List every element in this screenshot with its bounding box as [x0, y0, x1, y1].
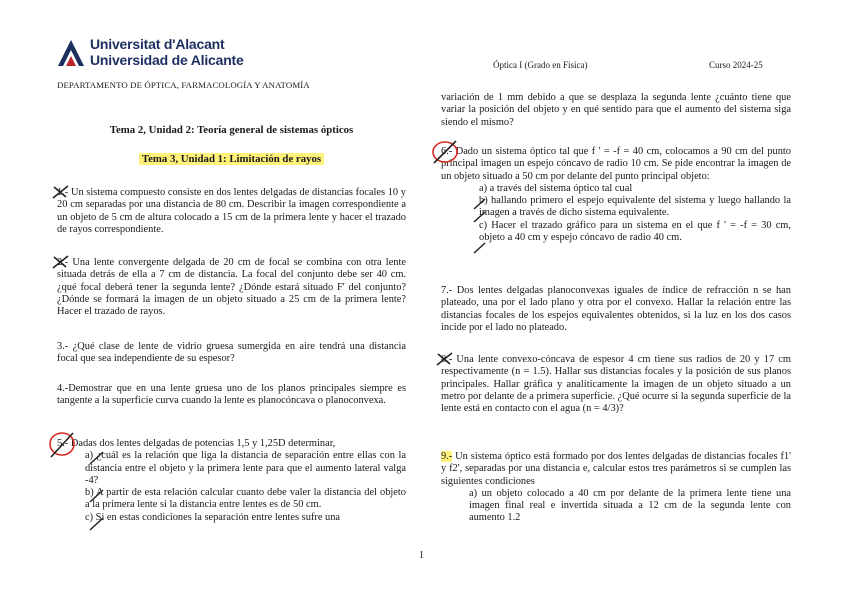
problem-5c: c) Si en estas condiciones la separación entre lentes sufre una [85, 511, 341, 523]
problem-3 [57, 341, 406, 366]
problem-5b: b) A partir de esta relación calcular cuanto debe valer la distancia del objeto a la primera lente si la distancia entre lentes es de 50 cm. [85, 487, 406, 511]
problem-4-text: 4.-Demostrar que en una lente gruesa uno de los planos principales siempre es tangente a la superficie curva cuando la lente es planocóncava o planoconvexa. [57, 383, 406, 407]
problem-9 [441, 451, 791, 525]
problem-6 [441, 146, 791, 244]
problem-2-text: Una lente convergente delgada de 20 cm de focal se combina con otra lente situada detrás de ella a 7 cm de distancia. La focal del conjunto debe ser 40 cm. ¿qué focal deberá tener la segunda lente? ¿Dónde estará situado F' del conjunto?¿Dónde se formará la imagen de un objeto situado a 25 cm de la primera lente? Hacer el trazado de rayos. [57, 257, 406, 318]
problem-5-text: Dadas dos lentes delgadas de potencias 1,5 y 1,25D determinar, [68, 438, 336, 449]
problem-1 [57, 187, 406, 236]
problem-4 [57, 383, 406, 408]
university-name-valencian: Universitat d'Alacant [90, 36, 225, 52]
university-name-spanish: Universidad de Alicante [90, 52, 244, 68]
university-logo [56, 36, 244, 72]
problem-8 [441, 354, 791, 415]
problem-5 [57, 438, 406, 524]
problem-6-text: Dado un sistema óptico tal que f ' = -f = 40 cm, colocamos a 90 cm del punto principal imagen un espejo cóncavo de radio 10 cm. Se pide encontrar la imagen de un objeto situado a 50 cm por delante del punto principal objeto: [441, 146, 791, 182]
problem-1-text: Un sistema compuesto consiste en dos lentes delgadas de distancias focales 10 y 20 cm separadas por una distancia de 80 cm. Describir la imagen correspondiente a un objeto de 5 cm de altura colocado a 15 cm de la primera lente y hacer el trazado de rayos correspondiente. [57, 187, 406, 235]
problem-7 [441, 285, 791, 334]
problem-6c: c) Hacer el trazado gráfico para un sistema en el que f ' = -f = 30 cm, objeto a 40 cm y espejo cóncavo de radio 40 cm. [479, 219, 791, 244]
department-name: DEPARTAMENTO DE ÓPTICA, FARMACOLOGÍA Y ANATOMÍA [57, 80, 310, 90]
course-year: Curso 2024-25 [709, 60, 763, 70]
highlighted-title [57, 153, 406, 165]
page-number: 1 [419, 550, 424, 561]
problem-6a: a) a través del sistema óptico tal cual [479, 182, 633, 194]
problem-1-number: 1.- [57, 187, 69, 198]
problem-2 [57, 257, 406, 318]
problem-8-text: Una lente convexo-cóncava de espesor 4 cm tiene sus radios de 20 y 17 cm respectivamente (n = 1.5). Hallar sus distancias focales y la posición de sus planos principales. Hallar gráfica y analíticamente la imagen de un objeto situado a un metro por delante de a primera superficie. ¿Qué ocurre si la segunda superficie de la lente está en contacto con el agua (n = 4/3)? [441, 354, 791, 415]
problem-5c-continuation [441, 92, 791, 129]
problem-5a: a) ¿cuál es la relación que liga la distancia de separación entre ellas con la distancia entre el objeto y la primera lente para que el aumento lateral valga -4? [85, 450, 406, 486]
problem-9-number: 9.- [441, 451, 453, 462]
problem-5c-cont-text: variación de 1 mm debido a que se desplaza la segunda lente ¿cuánto tiene que variar la posición del objeto y en qué sentido para que el aumento del sistema siga siendo el mismo? [441, 92, 791, 128]
problem-2-number: 2.- [57, 257, 69, 268]
problem-9-text: Un sistema óptico está formado por dos lentes delgadas de distancias focales f1' y f2', separadas por una distancia e, calcular estos tres parámetros si se cumplen las siguientes condiciones [441, 451, 791, 487]
problem-7-text: 7.- Dos lentes delgadas planoconvexas iguales de índice de refracción n se han plateado, una por el lado plano y otra por el convexo. Hallar la relación entre las distancias focales de los espejos equivalentes obtenidos, si la luz en los dos casos incide por el lado no plateado. [441, 285, 791, 333]
university-emblem-icon [56, 36, 86, 68]
problem-3-text: 3.- ¿Qué clase de lente de vidrio gruesa sumergida en aire tendrá una distancia focal que sea independiente de su espesor? [57, 341, 406, 365]
problem-8-number: 8.- [441, 354, 453, 365]
problem-6-number: 6.- [441, 146, 453, 157]
problem-5-number: 5.- [57, 438, 69, 449]
course-name: Óptica I (Grado en Física) [493, 60, 588, 70]
problem-6b: b) hallando primero el espejo equivalente del sistema y luego hallando la imagen a través de dicho sistema equivalente. [479, 195, 791, 219]
topic-title: Tema 2, Unidad 2: Teoría general de sistemas ópticos [109, 124, 354, 136]
problem-9a: a) un objeto colocado a 40 cm por delante de la primera lente tiene una imagen final real e invertida situada a 12 cm de la segunda lente con aumento 1.2 [469, 487, 791, 524]
highlighted-title-text: Tema 3, Unidad 1: Limitación de rayos [139, 153, 324, 165]
